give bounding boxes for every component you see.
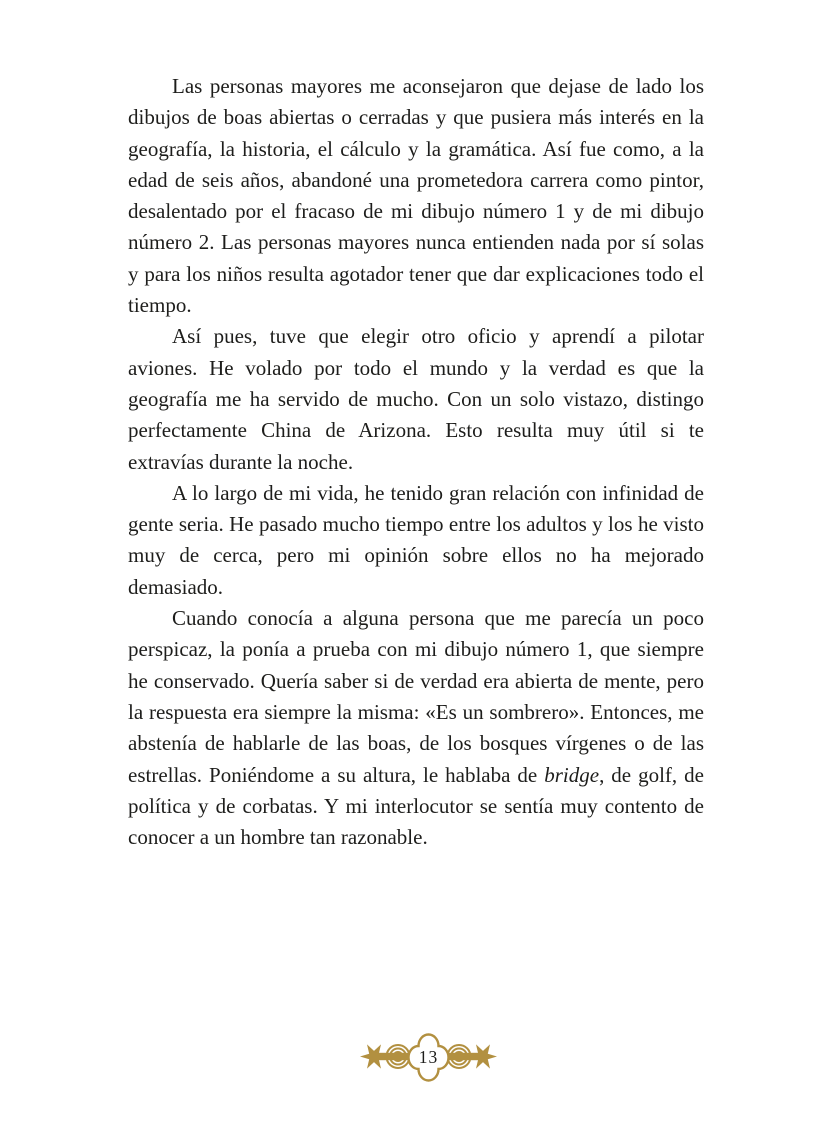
page-number-ornament [360, 1031, 497, 1084]
star-right-icon [469, 1044, 497, 1068]
paragraph [128, 603, 704, 853]
italic-text: bridge [544, 762, 600, 787]
paragraph [128, 478, 704, 603]
body-text [128, 71, 704, 853]
text-segment: Las personas mayores me aconsejaron que dejase de lado los dibujos de boas abiertas o cerradas y que pusiera más interés en la geografía, la historia, el cálculo y la gramática. Así fue como, a la edad de seis años, abandoné una prometedora carrera como pintor, desalentado por el fracaso de mi dibujo número 1 y de mi dibujo número 2. Las personas mayores nunca entienden nada por sí solas y para los niños resulta agotador tener que dar explicaciones todo el tiempo. [128, 74, 704, 318]
page-number: 13 [418, 1047, 439, 1067]
paragraph [128, 71, 704, 321]
text-segment: , de golf, de política y de corbatas. Y mi interlocutor se sentía muy contento de conocer a un hombre tan razonable. [128, 762, 704, 850]
star-left-icon [360, 1044, 388, 1068]
text-segment: Así pues, tuve que elegir otro oficio y aprendí a pilotar aviones. He volado por todo el mundo y la verdad es que la geografía me ha servido de mucho. Con un solo vistazo, distingo perfectamente China de Arizona. Esto resulta muy útil si te extravías durante la noche. [128, 324, 704, 474]
paragraph [128, 321, 704, 477]
text-segment: Cuando conocía a alguna persona que me parecía un poco perspicaz, la ponía a prueba con mi dibujo número 1, que siempre he conservado. Quería saber si de verdad era abierta de mente, pero la respuesta era siempre la misma: «Es un sombrero». Entonces, me abstenía de hablarle de las boas, de los bosques vírgenes o de las estrellas. Poniéndome a su altura, le hablaba de [128, 606, 704, 787]
text-segment: A lo largo de mi vida, he tenido gran relación con infinidad de gente seria. He pasado mucho tiempo entre los adultos y los he visto muy de cerca, pero mi opinión sobre ellos no ha mejorado demasiado. [128, 480, 704, 599]
